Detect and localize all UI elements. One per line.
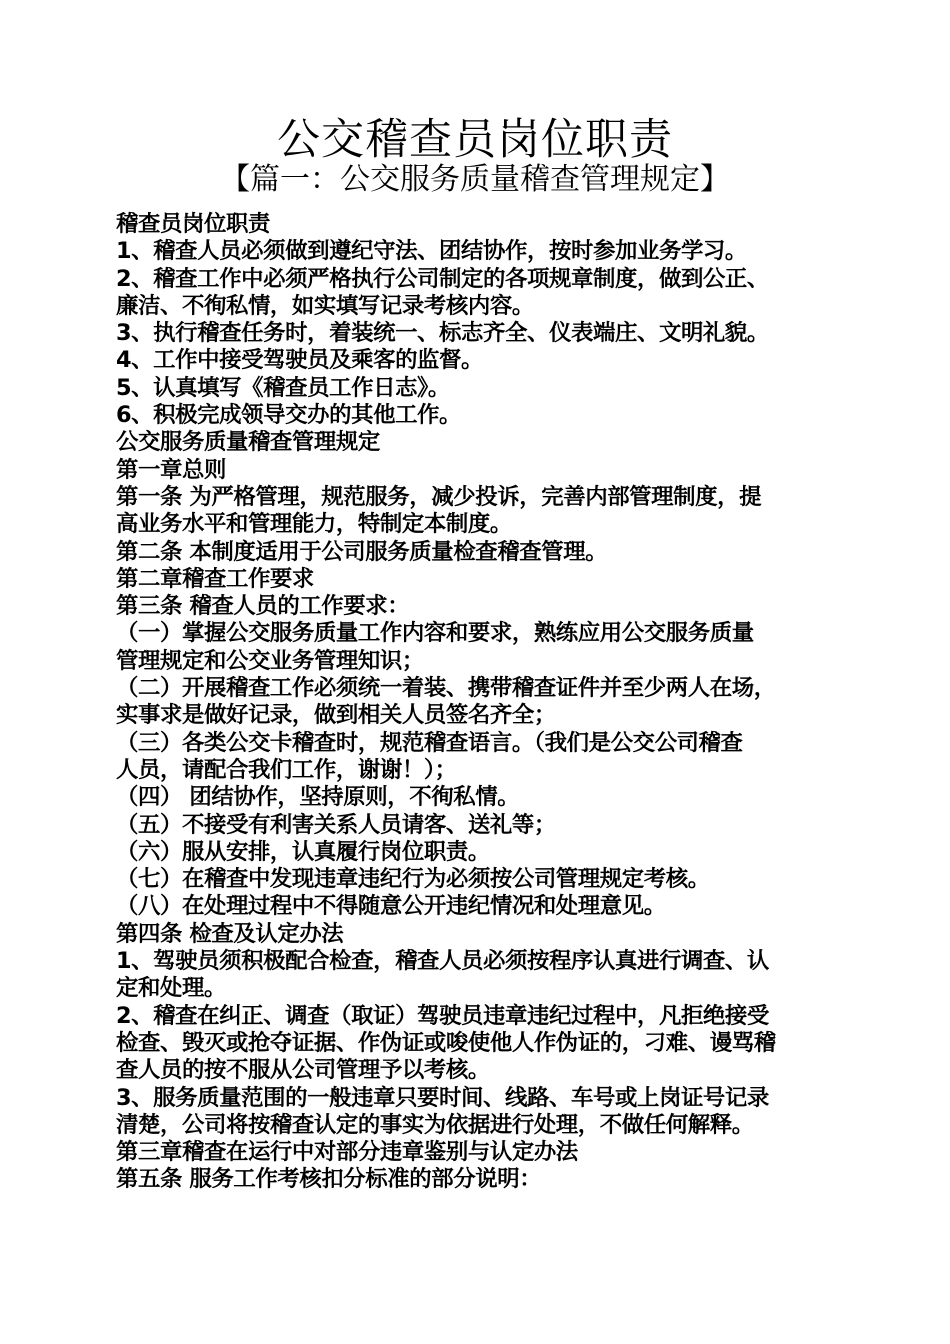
document-body <box>116 211 856 1194</box>
body-line: 2、稽查工作中必须严格执行公司制定的各项规章制度，做到公正、 <box>116 265 769 292</box>
body-line: （四） 团结协作，坚持原则，不徇私情。 <box>116 784 520 811</box>
body-line: 5、认真填写《稽查员工作日志》。 <box>116 374 450 401</box>
body-line: 3、服务质量范围的一般违章只要时间、线路、车号或上岗证号记录 <box>116 1084 769 1111</box>
body-line: 第二条 本制度适用于公司服务质量检查稽查管理。 <box>116 538 608 565</box>
body-line: 第四条 检查及认定办法 <box>116 920 344 947</box>
chapter-heading: 第一章总则 <box>116 456 226 483</box>
body-line: 查人员的按不服从公司管理予以考核。 <box>116 1057 490 1084</box>
section-heading: 稽查员岗位职责 <box>116 211 270 237</box>
body-line: 第一条 为严格管理，规范服务，减少投诉，完善内部管理制度，提 <box>116 483 762 510</box>
body-line: 高业务水平和管理能力，特制定本制度。 <box>116 511 512 538</box>
body-line: 管理规定和公交业务管理知识； <box>116 647 424 674</box>
body-line: （六）服从安排，认真履行岗位职责。 <box>116 838 490 865</box>
body-line: （一）掌握公交服务质量工作内容和要求，熟练应用公交服务质量 <box>116 620 754 647</box>
body-line: 检查、毁灭或抢夺证据、作伪证或唆使他人作伪证的，刁难、谩骂稽 <box>116 1029 776 1056</box>
chapter-heading: 第三章稽查在运行中对部分违章鉴别与认定办法 <box>116 1139 578 1166</box>
body-line: 廉洁、不徇私情，如实填写记录考核内容。 <box>116 292 534 319</box>
body-line: 实事求是做好记录，做到相关人员签名齐全； <box>116 702 556 729</box>
document-subtitle: 【篇一：公交服务质量稽查管理规定】 <box>220 162 730 197</box>
body-line: 6、积极完成领导交办的其他工作。 <box>116 402 462 429</box>
body-line: （七）在稽查中发现违章违纪行为必须按公司管理规定考核。 <box>116 866 710 893</box>
body-line: 2、稽查在纠正、调查（取证）驾驶员违章违纪过程中，凡拒绝接受 <box>116 1002 769 1029</box>
body-line: 清楚，公司将按稽查认定的事实为依据进行处理，不做任何解释。 <box>116 1111 754 1138</box>
body-line: 4、工作中接受驾驶员及乘客的监督。 <box>116 347 484 374</box>
body-line: 3、执行稽查任务时，着装统一、标志齐全、仪表端庄、文明礼貌。 <box>116 320 769 347</box>
body-line: （三）各类公交卡稽查时，规范稽查语言。（我们是公交公司稽查 <box>116 729 743 756</box>
body-line: 人员，请配合我们工作，谢谢！）； <box>116 756 457 783</box>
body-line: 定和处理。 <box>116 975 226 1002</box>
chapter-heading: 第二章稽查工作要求 <box>116 565 314 592</box>
body-line: （五）不接受有利害关系人员请客、送礼等； <box>116 811 556 838</box>
body-line: （二）开展稽查工作必须统一着装、携带稽查证件并至少两人在场， <box>116 675 776 702</box>
body-line: 1、驾驶员须积极配合检查，稽查人员必须按程序认真进行调查、认 <box>116 948 769 975</box>
document-title: 公交稽查员岗位职责 <box>277 115 673 165</box>
body-line: 第三条 稽查人员的工作要求： <box>116 593 410 620</box>
body-line: 第五条 服务工作考核扣分标准的部分说明： <box>116 1166 542 1193</box>
section-heading: 公交服务质量稽查管理规定 <box>116 429 380 456</box>
body-line: （八）在处理过程中不得随意公开违纪情况和处理意见。 <box>116 893 666 920</box>
body-line: 1、稽查人员必须做到遵纪守法、团结协作，按时参加业务学习。 <box>116 238 747 265</box>
